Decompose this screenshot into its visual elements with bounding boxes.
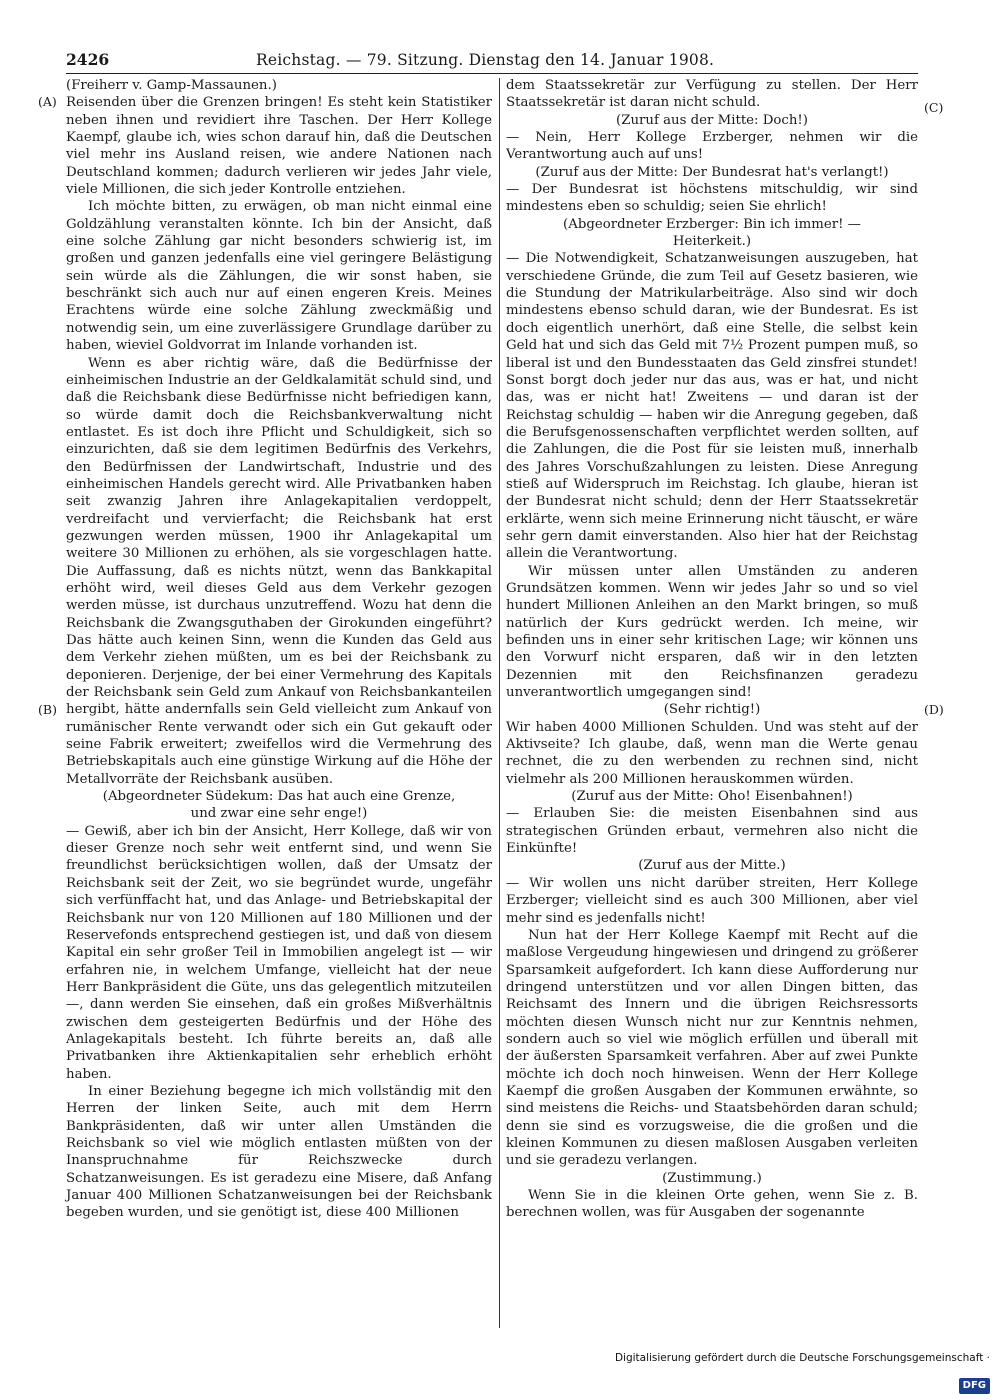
running-header xyxy=(66,49,918,74)
paragraph: In einer Beziehung begegne ich mich vollständig mit den Herren der linken Seite, auch mit dem Herrn Bankpräsidenten, daß wir unter allen Umständen die Reichsbank so viel wie möglich entlasten müßten von der Inanspruchnahme für Reichszwecke durch Schatzanweisungen. Es ist geradezu eine Misere, daß Anfang Januar 400 Millionen Schatzanweisungen bei der Reichsbank begeben wurden, und sie genötigt ist, diese 400 Millionen xyxy=(66,1083,492,1221)
digitization-credit xyxy=(600,1344,990,1391)
paragraph: — Die Notwendigkeit, Schatzanweisungen auszugeben, hat verschiedene Gründe, die zum Teil auf Gesetz basieren, wie die Stundung der Matrikularbeiträge. Also sind wir doch mindestens ebenso schuld daran, wie der Bundesrat. Es ist doch eigentlich unerhört, daß eine Stelle, die selbst kein Geld hat und sich das Geld mit 7½ Prozent pumpen muß, so liberal ist und den Bundesstaaten das Geld zinsfrei stundet! Sonst borgt doch jeder nur das aus, was er hat, und nicht das, was er nicht hat! Zweitens — und daran ist der Reichstag schuldig — haben wir die Anregung gegeben, daß die Berufsgenossenschaften verpflichtet werden sollten, auf die Zahlungen, die die Post für sie leisten muß, innerhalb des Jahres Vorschußzahlungen zu leisten. Diese Anregung stieß auf Widerspruch im Reichstag. Ich glaube, hieran ist der Bundesrat nicht schuld; denn der Herr Staatssekretär erklärte, wenn sich meine Erinnerung nicht täuscht, er wäre sehr gern damit einverstanden. Also hier hat der Reichstag allein die Verantwortung. xyxy=(506,251,918,562)
page-number: 2426 xyxy=(66,50,110,69)
interjection: (Zustimmung.) xyxy=(662,1170,762,1186)
paragraph: — Der Bundesrat ist höchstens mitschuldig, wir sind mindestens eben so schuldig; seien Sie ehrlich! xyxy=(506,182,918,215)
dfg-logo: DFG xyxy=(959,1378,990,1394)
paragraph: dem Staatssekretär zur Verfügung zu stellen. Der Herr Staatssekretär ist daran nicht schuld. xyxy=(506,78,918,111)
paragraph: Wenn Sie in die kleinen Orte gehen, wenn Sie z. B. berechnen wollen, was für Ausgaben der sogenannte xyxy=(506,1188,918,1221)
margin-mark-b: (B) xyxy=(38,702,57,717)
margin-mark-a: (A) xyxy=(38,94,57,109)
paragraph: — Nein, Herr Kollege Erzberger, nehmen wir die Verantwortung auch auf uns! xyxy=(506,130,918,163)
interjection: (Abgeordneter Südekum: Das hat auch eine Grenze, und zwar eine sehr enge!) xyxy=(102,789,456,822)
interjection: (Zuruf aus der Mitte.) xyxy=(638,858,786,874)
paragraph: Nun hat der Herr Kollege Kaempf mit Recht auf die maßlose Vergeudung hingewiesen und dringend zu größerer Sparsamkeit aufgefordert. Ich kann diese Aufforderung nur dringend unterstützen und vor allen Dingen bitten, das Reichsamt des Innern und die übrigen Reichsressorts möchten diesen Wunsch nicht nur zur Kenntnis nehmen, sondern auch so viel wie möglich erfüllen und überall mit der äußersten Sparsamkeit verfahren. Aber auf zwei Punkte möchte ich doch noch hinweisen. Wenn der Herr Kollege Kaempf die großen Ausgaben der Kommunen erwähnte, so sind meistens die Reichs- und Staatsbehörden daran schuld; denn sie sind es vorzugsweise, die die großen und die kleinen Kommunen zu diesen maßlosen Ausgaben verleiten und sie geradezu verlangen. xyxy=(506,927,918,1169)
paragraph: Wir müssen unter allen Umständen zu anderen Grundsätzen kommen. Wenn wir jedes Jahr so und so viel hundert Millionen Anleihen an den Markt bringen, so muß natürlich der Kurs gedrückt werden. Ich meine, wir befinden uns in einer sehr kritischen Lage; wir können uns den Vorwurf nicht ersparen, daß wir in den letzten Dezennien mit den Reichsfinanzen geradezu unverantwortlich umgegangen sind! xyxy=(506,563,918,701)
interjection: (Zuruf aus der Mitte: Der Bundesrat hat's verlangt!) xyxy=(535,164,889,180)
right-column xyxy=(506,77,918,1222)
speaker-line: (Freiherr v. Gamp-Massaunen.) xyxy=(66,78,277,93)
running-title: Reichstag. — 79. Sitzung. Dienstag den 14. Januar 1908. xyxy=(256,51,715,69)
paragraph: Wenn es aber richtig wäre, daß die Bedürfnisse der einheimischen Industrie an der Geldkalamität schuld sind, und daß die Reichsbank diese Bedürfnisse nicht befriedigen kann, so würde damit doch die Reichsbankverwaltung nicht entlastet. Es ist doch ihre Pflicht und Schuldigkeit, sich so einzurichten, daß sie dem legitimen Bedürfnis des Verkehrs, den Bedürfnissen der Landwirtschaft, Industrie und des einheimischen Handels gerecht wird. Alle Privatbanken haben seit zwanzig Jahren ihre Anlagekapitalien verdoppelt, verdreifacht und vervierfacht; die Reichsbank hat erst gezwungen werden müssen, 1900 ihr Anlagekapital um weitere 30 Millionen zu erhöhen, als sie vorgeschlagen hatte. Die Auffassung, daß es nichts nützt, wenn das Bankkapital erhöht wird, weil dieses Geld aus dem Verkehr gezogen werden müsse, ist durchaus unzutreffend. Wozu hat denn die Reichsbank die Zwangsguthaben der Girokunden eingeführt? Das hätte auch keinen Sinn, wenn die Kunden das Geld aus dem Verkehr ziehen müßten, um es bei der Reichsbank zu deponieren. Derjenige, der bei einer Vermehrung des Kapitals der Reichsbank sein Geld zum Ankauf von Reichsbankanteilen hergibt, hätte andernfalls sein Geld vielleicht zum Ankauf von rumänischer Rente verwandt oder sich ein Gut gekauft oder seine Fabrik erweitert; zweifellos wird die Vermehrung des Betriebskapitals auch eine günstige Wirkung auf die Höhe der Metallvorräte der Reichsbank ausüben. xyxy=(66,355,492,787)
margin-mark-d: (D) xyxy=(924,702,944,717)
column-divider xyxy=(499,78,500,1328)
credit-text: Digitalisierung gefördert durch die Deutsche Forschungsgemeinschaft · xyxy=(614,1352,990,1364)
paragraph: Ich möchte bitten, zu erwägen, ob man nicht einmal eine Goldzählung veranstalten könnte. Ich bin der Ansicht, daß eine solche Zählung gar nicht besonders schwierig ist, im großen und ganzen jedenfalls eine viel geringere Belästigung sein würde als die Zählungen, die wir sonst haben, sie beschränkt sich auch nur auf einen engeren Kreis. Meines Erachtens würde eine solche Zählung zweckmäßig und notwendig sein, um eine zuverlässigere Grundlage darüber zu haben, wieviel Goldvorrat im Inlande vorhanden ist. xyxy=(66,199,492,354)
margin-mark-c: (C) xyxy=(924,100,944,115)
paragraph: — Erlauben Sie: die meisten Eisenbahnen sind aus strategischen Gründen erbaut, vermehren also nicht die Einkünfte! xyxy=(506,806,918,857)
paragraph: Reisenden über die Grenzen bringen! Es steht kein Statistiker neben ihnen und revidiert ihre Taschen. Der Herr Kollege Kaempf, glaube ich, wies schon darauf hin, daß die Deutschen viel mehr ins Ausland reisen, wie andere Nationen nach Deutschland kommen; dadurch verlieren wir jedes Jahr viele, viele Millionen, die sich jeder Kontrolle entziehen. xyxy=(66,95,492,198)
paragraph: Wir haben 4000 Millionen Schulden. Und was steht auf der Aktivseite? Ich glaube, daß, wenn man die Werte genau rechnet, die zu den werbenden zu rechnen sind, nicht vielmehr als 200 Millionen herauskommen würden. xyxy=(506,719,918,787)
interjection: (Zuruf aus der Mitte: Doch!) xyxy=(616,112,808,128)
interjection: (Zuruf aus der Mitte: Oho! Eisenbahnen!) xyxy=(571,789,853,805)
interjection: (Sehr richtig!) xyxy=(663,702,761,718)
left-column xyxy=(66,77,492,1222)
interjection: (Abgeordneter Erzberger: Bin ich immer! — Heiterkeit.) xyxy=(563,216,861,250)
paragraph: — Gewiß, aber ich bin der Ansicht, Herr Kollege, daß wir von dieser Grenze noch sehr weit entfernt sind, und wenn Sie freundlichst berücksichtigen wollen, daß der Umsatz der Reichsbank seit der Zeit, wo sie begründet wurde, ungefähr sich verfünffacht hat, und das Anlage- und Betriebskapital der Reichsbank nur von 120 Millionen auf 180 Millionen und der Reservefonds entsprechend gestiegen ist, und daß von diesem Kapital ein sehr großer Teil in Immobilien angelegt ist — wir erfahren nie, in welchem Umfange, vielleicht hat der neue Herr Bankpräsident die Güte, uns das gelegentlich mitzuteilen —, dann werden Sie einsehen, daß ein großes Mißverhältnis zwischen dem gesteigerten Bedürfnis und der Höhe des Anlagekapitals besteht. Ich führte bereits an, daß alle Privatbanken ihre Aktienkapitalien sehr erheblich erhöht haben. xyxy=(66,823,492,1082)
paragraph: — Wir wollen uns nicht darüber streiten, Herr Kollege Erzberger; vielleicht sind es auch 300 Millionen, aber viel mehr sind es jedenfalls nicht! xyxy=(506,875,918,926)
